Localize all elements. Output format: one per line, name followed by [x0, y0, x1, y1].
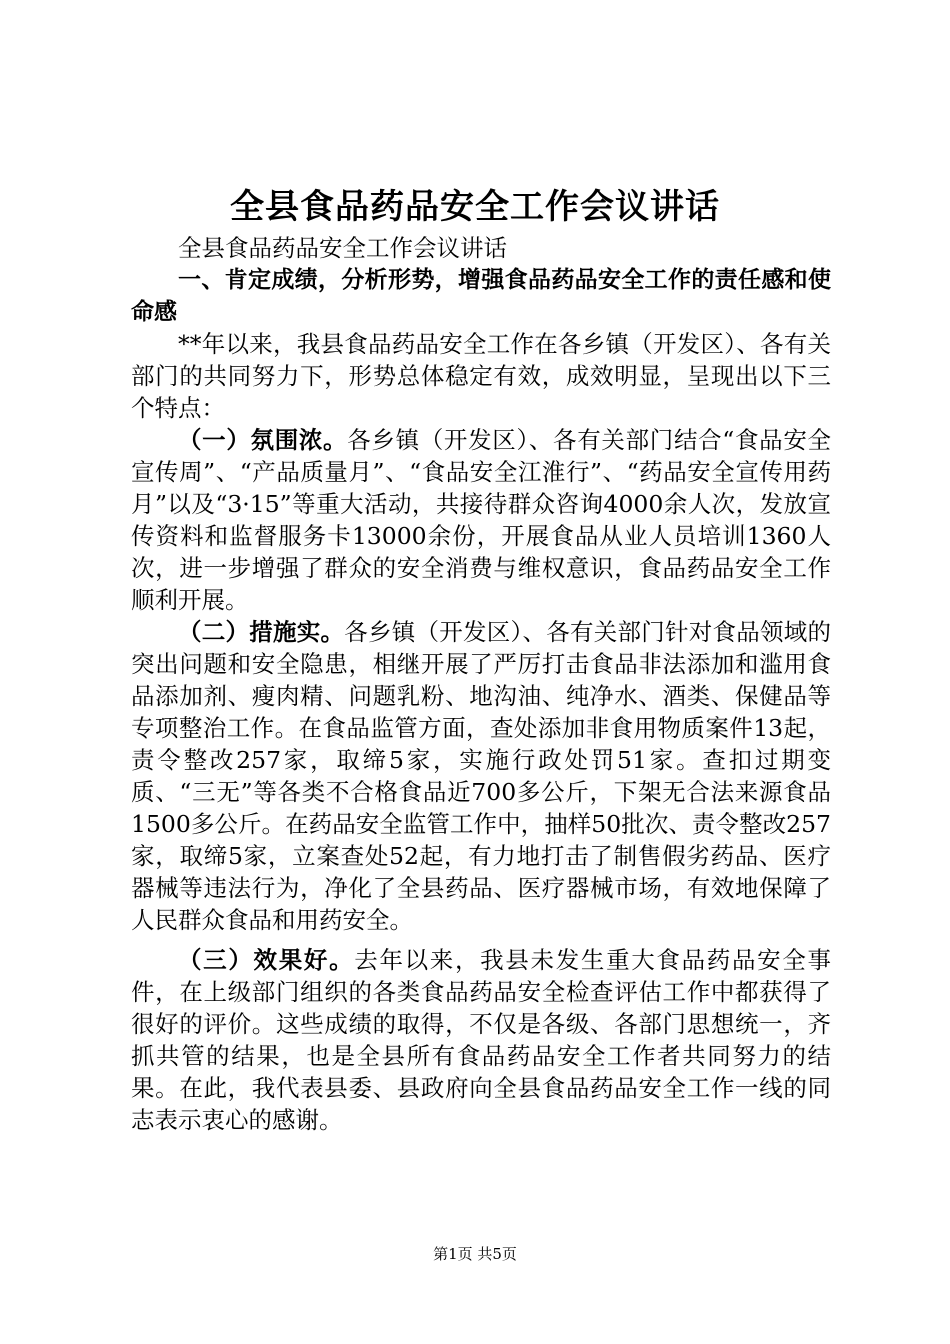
section-heading: 一、肯定成绩，分析形势，增强食品药品安全工作的责任感和使命感	[131, 267, 831, 325]
intro-paragraph: **年以来，我县食品药品安全工作在各乡镇（开发区）、各有关部门的共同努力下，形势总体稳定有效，成效明显，呈现出以下三个特点：	[131, 330, 831, 422]
point-three-paragraph	[131, 944, 831, 1136]
point-three-lead: （三）效果好。	[178, 946, 355, 974]
point-three-text: 去年以来，我县未发生重大食品药品安全事件，在上级部门组织的各类食品药品安全检查评估工作中都获得了很好的评价。这些成绩的取得，不仅是各级、各部门思想统一，齐抓共管的结果，也是全县所有食品药品安全工作者共同努力的结果。在此，我代表县委、县政府向全县食品药品安全工作一线的同志表示衷心的感谢。	[131, 946, 832, 1134]
point-two-text: 各乡镇（开发区）、各有关部门针对食品领域的突出问题和安全隐患，相继开展了严厉打击食品非法添加和滥用食品添加剂、瘦肉精、问题乳粉、地沟油、纯净水、酒类、保健品等专项整治工作。在食品监管方面，查处添加非食用物质案件13起，责令整改257家，取缔5家，实施行政处罚51家。查扣过期变质、“三无”等各类不合格食品近700多公斤，下架无合法来源食品1500多公斤。在药品安全监管工作中，抽样50批次、责令整改257家，取缔5家，立案查处52起，有力地打击了制售假劣药品、医疗器械等违法行为，净化了全县药品、医疗器械市场，有效地保障了人民群众食品和用药安全。	[131, 618, 831, 934]
document-body	[131, 232, 831, 1136]
point-two-lead: （二）措施实。	[178, 618, 345, 646]
page-footer: 第1页 共5页	[433, 1245, 517, 1263]
point-one-paragraph	[131, 424, 831, 616]
document-subtitle: 全县食品药品安全工作会议讲话	[178, 234, 507, 262]
point-one-lead: （一）氛围浓。	[178, 426, 348, 454]
document-title: 全县食品药品安全工作会议讲话	[230, 187, 720, 227]
point-one-text: 各乡镇（开发区）、各有关部门结合“食品安全宣传周”、“产品质量月”、“食品安全江淮行”、“药品安全宣传用药月”以及“3·15”等重大活动，共接待群众咨询4000余人次，发放宣传资料和监督服务卡13000余份，开展食品从业人员培训1360人次，进一步增强了群众的安全消费与维权意识，食品药品安全工作顺利开展。	[131, 426, 832, 614]
point-two-paragraph	[131, 616, 831, 936]
